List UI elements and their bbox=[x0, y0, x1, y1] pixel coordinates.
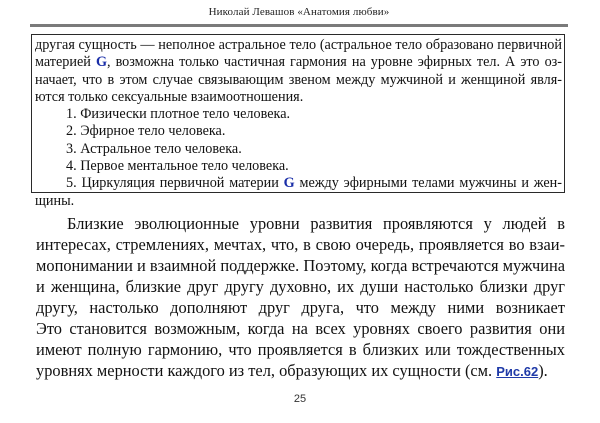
caption-list-item: 1. Физически плотное тело человека. bbox=[66, 106, 291, 123]
body-paragraph bbox=[36, 213, 565, 381]
figure-caption-text bbox=[35, 37, 562, 210]
paragraph-line: имеют полную гармонию, что проявляется в близких или тождественных bbox=[36, 340, 565, 359]
paragraph-line-last: уровнях мерности каждого из тел, образующих их сущности (см. Рис.62). bbox=[36, 361, 548, 380]
caption-line: ются только сексуальные взаимоотношения. bbox=[35, 88, 304, 105]
paragraph-line: интересах, стремлениях, мечтах, что, в свою очередь, проявляется во взаи- bbox=[36, 235, 565, 254]
paragraph-line: другу, настолько дополняют друг друга, что между ними возникает bbox=[36, 298, 565, 317]
caption-list-item: 2. Эфирное тело человека. bbox=[66, 123, 226, 140]
page-number: 25 bbox=[293, 393, 307, 405]
symbol-g: G bbox=[95, 54, 107, 71]
paragraph-line: Близкие эволюционные уровни развития проявляются у людей в bbox=[67, 214, 565, 233]
paragraph-line: и женщина, близкие друг другу духовно, их души настолько близки друг bbox=[36, 277, 565, 296]
caption-line: материей G, возможна только частичная гармония на уровне эфирных тел. А это оз- bbox=[35, 54, 562, 71]
figure-caption-box bbox=[31, 34, 565, 209]
caption-line: другая сущность — неполное астральное тело (астральное тело образовано первичной bbox=[35, 37, 562, 53]
caption-list-item: 4. Первое ментальное тело человека. bbox=[66, 158, 289, 175]
caption-list-item: 5. Циркуляция первичной материи G между эфирными телами мужчины и жен- bbox=[66, 175, 562, 192]
caption-list-item: 3. Астральное тело человека. bbox=[66, 140, 242, 157]
paragraph-line: мопонимании и взаимной поддержке. Поэтому, когда встречаются мужчина bbox=[36, 256, 565, 275]
caption-line: начает, что в этом случае связывающим звеном между мужчиной и женщиной явля- bbox=[35, 71, 562, 88]
symbol-g: G bbox=[283, 175, 295, 192]
caption-line: щины. bbox=[35, 192, 75, 209]
header-divider bbox=[30, 24, 568, 27]
paragraph-line: Это становится возможным, когда на всех уровнях своего развития они bbox=[36, 319, 565, 338]
figure-link[interactable]: Рис.62 bbox=[496, 364, 539, 379]
running-header: Николай Левашов «Анатомия любви» bbox=[208, 6, 390, 18]
